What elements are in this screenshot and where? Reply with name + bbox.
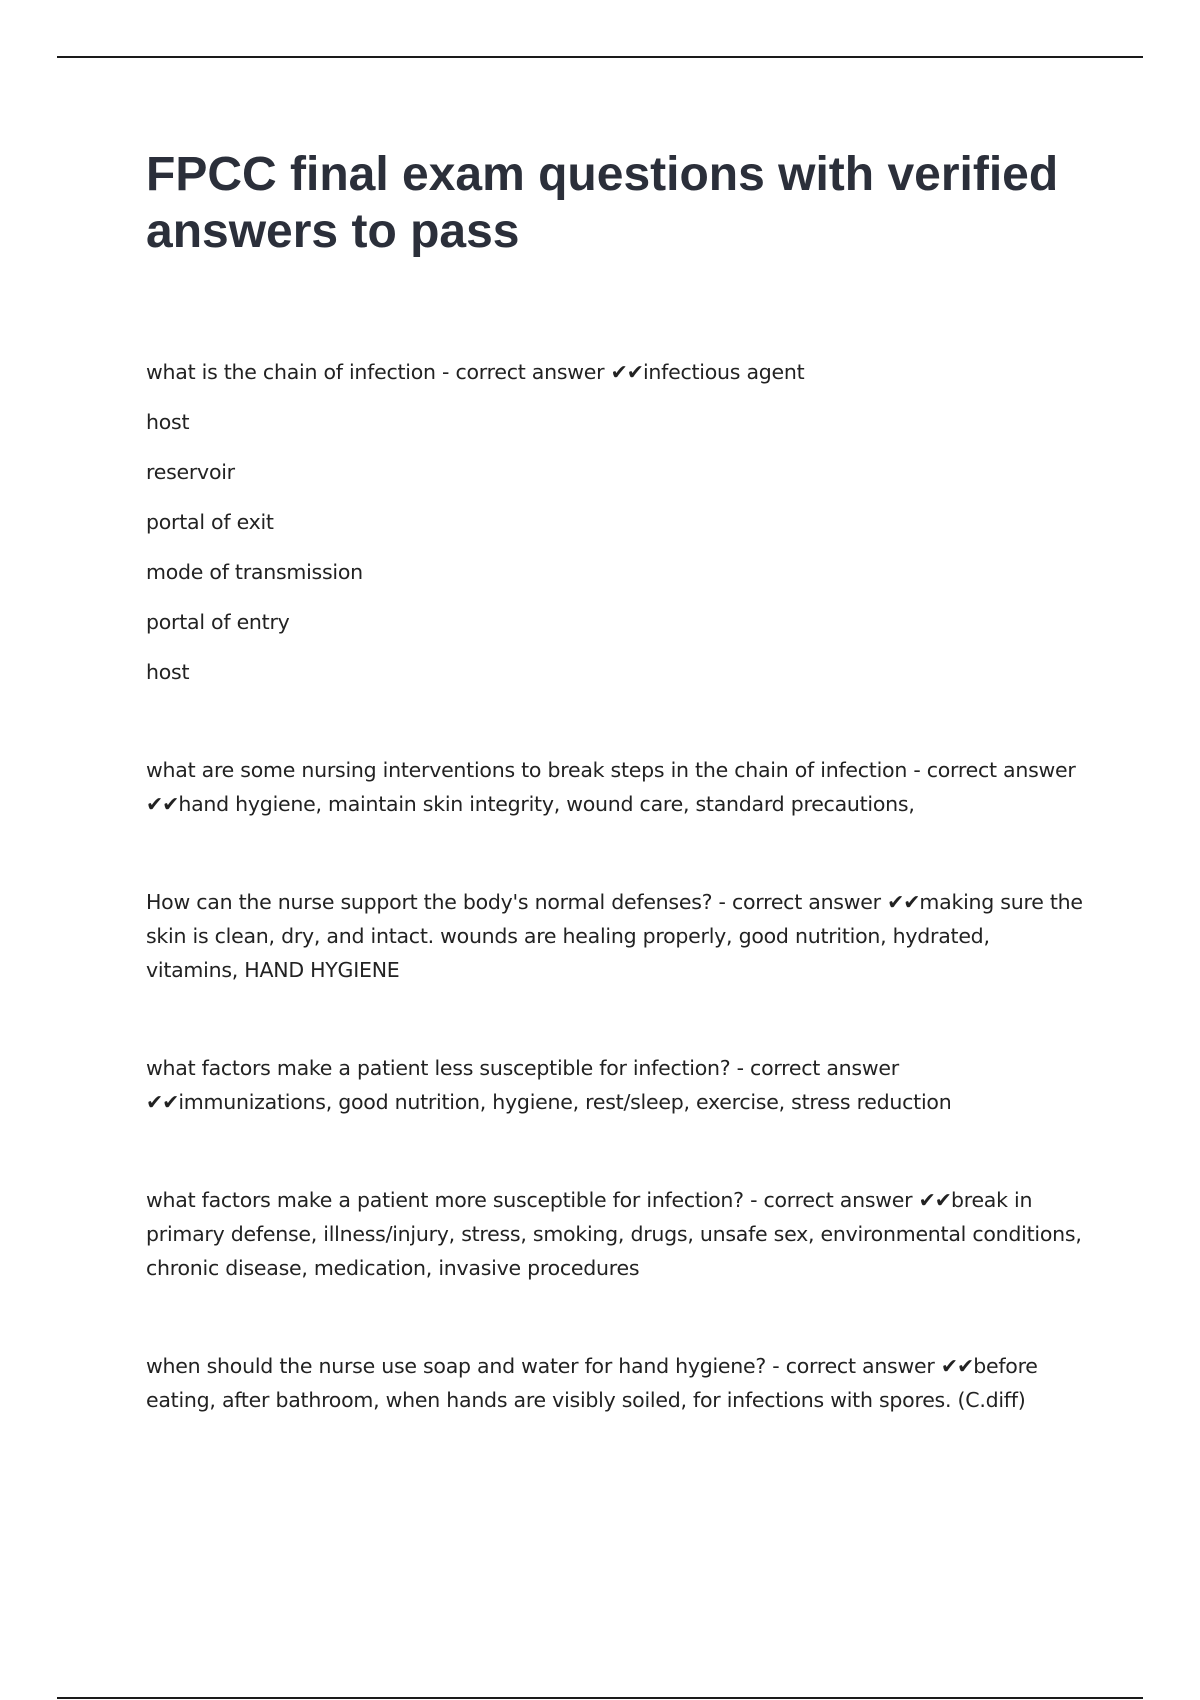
- qa-question: what factors make a patient more susceptible for infection? - correct answer: [146, 1188, 919, 1212]
- qa-answer: hand hygiene, maintain skin integrity, wound care, standard precautions,: [178, 792, 915, 816]
- qa-item-more-susceptible: [146, 1183, 1086, 1285]
- qa-question: what factors make a patient less susceptible for infection? - correct answer: [146, 1056, 899, 1080]
- qa-question: what is the chain of infection - correct answer: [146, 360, 611, 384]
- qa-answer: infectious agent: [642, 360, 805, 384]
- qa-answer: making sure the skin is clean, dry, and intact. wounds are healing properly, good nutrition, hydrated, vitamins, HAND HYGIENE: [146, 890, 1083, 982]
- qa-item-soap-and-water: [146, 1349, 1086, 1417]
- qa-answer: before eating, after bathroom, when hands are visibly soiled, for infections with spores. (C.diff): [146, 1354, 1038, 1412]
- qa-item-nursing-interventions: [146, 753, 1086, 821]
- qa-item-less-susceptible: [146, 1051, 1086, 1119]
- qa-question: How can the nurse support the body's normal defenses? - correct answer: [146, 890, 888, 914]
- qa-answer: break in primary defense, illness/injury, stress, smoking, drugs, unsafe sex, environmental conditions, chronic disease, medication, invasive procedures: [146, 1188, 1082, 1280]
- qa-question: what are some nursing interventions to break steps in the chain of infection - correct answer: [146, 758, 1076, 782]
- double-check-icon: ✔✔: [146, 792, 179, 816]
- qa-item-chain-of-infection: [146, 355, 1086, 689]
- qa-question: when should the nurse use soap and water for hand hygiene? - correct answer: [146, 1354, 941, 1378]
- page-title: FPCC final exam questions with verified answers to pass: [146, 148, 1059, 258]
- qa-answer: immunizations, good nutrition, hygiene, rest/sleep, exercise, stress reduction: [178, 1090, 952, 1114]
- qa-question-line: [146, 355, 1086, 389]
- double-check-icon: ✔✔: [610, 360, 643, 384]
- answer-list-item: host: [146, 660, 190, 684]
- bottom-divider: [57, 1697, 1143, 1699]
- double-check-icon: ✔✔: [940, 1354, 974, 1378]
- answer-list-item: host: [146, 410, 190, 434]
- double-check-icon: ✔✔: [146, 1090, 179, 1114]
- answer-list-item: portal of exit: [146, 510, 274, 534]
- qa-item-normal-defenses: [146, 885, 1086, 987]
- answer-list-item: reservoir: [146, 460, 235, 484]
- double-check-icon: ✔✔: [918, 1188, 951, 1212]
- document-body: [146, 355, 1086, 1417]
- answer-list-item: mode of transmission: [146, 560, 363, 584]
- answer-list-item: portal of entry: [146, 610, 290, 634]
- double-check-icon: ✔✔: [887, 890, 920, 914]
- top-divider: [57, 56, 1143, 58]
